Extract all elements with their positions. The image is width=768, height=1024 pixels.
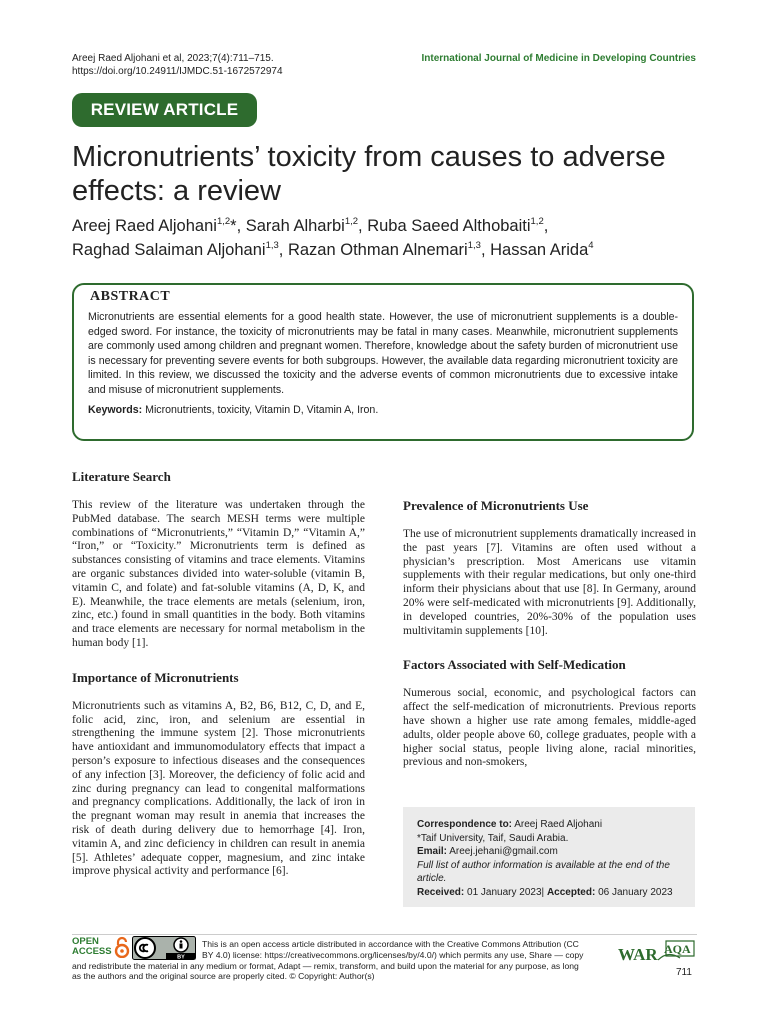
section-paragraph: This review of the literature was undertaken through the PubMed database. The search MESH terms were multiple combinations of “Micronutrients,” “Vitamin D,” “Vitamin A,” “Iron,” or “Toxicity.” Micronutrients term is defined as substances consisting of vitamins and trace elements. Vitamins are organic substances divided into water-soluble (vitamin B, vitamin C, and folate) and fat-soluble vitamins (A, D, K, and E). Meanwhile, the trace elements are metals (selenium, iron, zinc, etc.) found in small quantities in the body. Both vitamins and trace elements are necessary for normal metabolism in the human body [1].	[72, 499, 365, 649]
cc-by-label: BY	[177, 954, 185, 960]
doi-link[interactable]: https://doi.org/10.24911/IJMDC.51-1672572974	[72, 66, 283, 77]
article-title: Micronutrients’ toxicity from causes to adverse effects: a review	[72, 141, 666, 207]
correspondence-affiliation: *Taif University, Taif, Saudi Arabia.	[417, 832, 569, 844]
journal-name: International Journal of Medicine in Developing Countries	[421, 53, 696, 64]
license-line: as the authors and the original source are properly cited. © Copyright: Author(s)	[72, 971, 375, 982]
author-separator: ,	[480, 241, 491, 259]
author-affiliation: 4	[588, 240, 594, 251]
section-paragraph: Micronutrients such as vitamins A, B2, B6, B12, C, D, and E, folic acid, zinc, iron, and selenium are essential in strengthening the immune system [2]. Those micronutrients have antioxidant and immunomodulatory effects that impact a person’s exposure to infectious diseases and the consequences of any infection [3]. Moreover, the deficiency of folic acid and zinc during pregnancy can lead to congenital malformations and pregnancy complications. Additionally, the lack of iron in the pregnant woman may result in anemia that increases the risk of death during delivery due to hemorrhage [4]. Iron, vitamin A, and zinc deficiency in children can result in anemia [5]. Athletes’ adequate copper, magnesium, and zinc intake improve physical activity and performance [6].	[72, 699, 365, 878]
license-line: This is an open access article distributed in accordance with the Creative Commons Attribution (CC	[202, 939, 579, 949]
license-text	[72, 936, 612, 982]
author-separator: ,	[543, 217, 549, 235]
open-access-text: OPEN	[72, 936, 99, 947]
author-name: Ruba Saeed Althobaiti	[367, 217, 531, 235]
page-number: 711	[676, 967, 692, 978]
abstract-text: Micronutrients are essential elements for a good health state. However, the use of micronutrient supplements is a double-edged sword. For instance, the toxicity of micronutrients may be fatal in many cases. Meanwhile, micronutrient supplements are commonly used among children and pregnant women. Therefore, knowledge about the safety burden of micronutrient use is necessary for preventing severe events for both subgroups. However, the available data regarding micronutrient toxicity are limited. In this review, we discussed the toxicity and the adverse events of common micronutrients due to excessive intake and misuse of micronutrient supplements.	[88, 311, 678, 396]
correspondence-label: Correspondence to:	[417, 819, 513, 830]
author-name: Razan Othman Alnemari	[287, 241, 468, 259]
abstract-heading: ABSTRACT	[90, 289, 171, 304]
section-heading: Factors Associated with Self-Medication	[403, 657, 626, 673]
footer-divider	[72, 934, 697, 935]
accepted-label: Accepted:	[546, 886, 596, 898]
keywords-list: Micronutrients, toxicity, Vitamin D, Vitamin A, Iron.	[145, 403, 379, 416]
author-name: Sarah Alharbi	[245, 217, 345, 235]
author-info-note: Full list of author information is available at the end of the article.	[417, 859, 670, 885]
license-line: and redistribute the material in any medium or format, Adapt — remix, transform, and build upon the material for any purpose, as long	[72, 960, 579, 971]
author-separator: *,	[230, 217, 246, 235]
author-affiliation: 1,2	[344, 216, 359, 227]
author-name: Raghad Salaiman Aljohani	[72, 241, 266, 259]
author-name: Hassan Arida	[490, 241, 589, 259]
author-list	[72, 214, 712, 262]
author-separator: ,	[358, 217, 368, 235]
author-affiliation: 1,2	[530, 216, 544, 227]
open-access-text: ACCESS	[72, 946, 112, 957]
author-separator: ,	[278, 241, 288, 259]
section-heading: Literature Search	[72, 469, 171, 484]
email-address[interactable]: Areej.jehani@gmail.com	[449, 846, 558, 858]
keywords	[88, 403, 678, 417]
publisher-logo	[618, 938, 696, 964]
right-column	[403, 497, 696, 770]
citation: Areej Raed Aljohani et al, 2023;7(4):711–715.	[72, 53, 274, 64]
license-line: BY 4.0) license: https://creativecommons.org/licenses/by/4.0/) which permits any use, Share — copy	[202, 949, 584, 960]
keywords-label: Keywords:	[88, 403, 143, 416]
email-label: Email:	[417, 846, 448, 858]
abstract-box	[72, 283, 694, 441]
svg-text:AQA: AQA	[664, 942, 691, 956]
author-name: Areej Raed Aljohani	[72, 217, 217, 235]
citation-header	[72, 52, 283, 78]
svg-text:WAR: WAR	[618, 945, 658, 964]
section-heading: Prevalence of Micronutrients Use	[403, 498, 589, 513]
accepted-date: 06 January 2023	[598, 886, 673, 898]
section-heading: Importance of Micronutrients	[72, 669, 239, 685]
received-date: 01 January 2023	[467, 886, 542, 898]
correspondence-name: Areej Raed Aljohani	[514, 819, 603, 830]
author-affiliation: 1,3	[467, 240, 481, 251]
author-affiliation: 1,3	[265, 240, 279, 251]
section-paragraph: The use of micronutrient supplements dramatically increased in the past years [7]. Vitamins are often used without a physician’s prescription. Most Americans use vitamin supplements with their regular medications, but only one-third inform their physicians about that use [8]. In Germany, around 20% were self-medicated with micronutrients [9]. Additionally, in developed countries, 20%-30% of the population uses multivitamin supplements [10].	[403, 528, 696, 637]
author-affiliation: 1,2	[216, 216, 231, 227]
correspondence-box: Correspondence to: Areej Raed Aljohani *Taif University, Taif, Saudi Arabia. Email: Areej.jehani@gmail.com Full list of author information is available at the end of the article. Received: 01 January 2023| Accepted: 06 January 2023	[403, 807, 695, 907]
article-type-badge: REVIEW ARTICLE	[72, 93, 257, 127]
left-column	[72, 468, 365, 879]
received-label: Received:	[417, 886, 465, 898]
section-paragraph: Numerous social, economic, and psychological factors can affect the self-medication of micronutrients. Previous reports have shown a higher use rate among females, middle-aged adults, older people above 60, college graduates, people with a higher social status, people living alone, racial minorities, previous and non-smokers,	[403, 687, 696, 769]
